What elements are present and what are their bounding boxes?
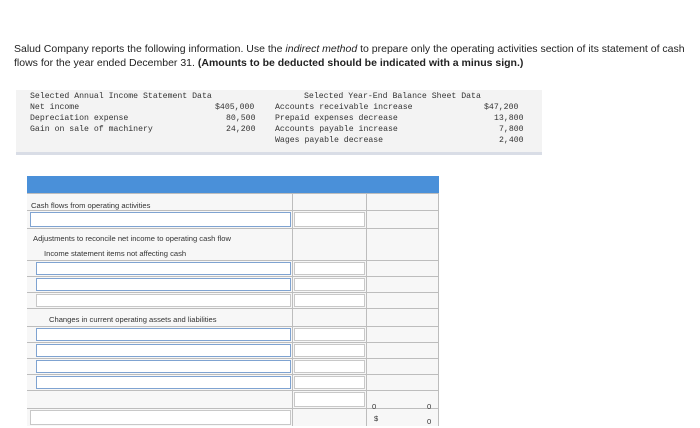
row-divider [27, 342, 439, 343]
change-item-label-input[interactable] [36, 376, 291, 389]
income-item-amount-input[interactable] [294, 294, 365, 307]
prompt-after: to prepare only the operating activities section of its statement of cash flows for the year ended December 31. [14, 43, 685, 69]
given-data-panel [16, 90, 542, 155]
row-divider [27, 210, 439, 211]
income-row-label: Gain on sale of machinery [30, 125, 153, 134]
total-adjustments-value: 0 [372, 402, 377, 411]
row-divider [27, 390, 439, 391]
row-divider [27, 308, 439, 309]
balance-row-label: Wages payable decrease [275, 136, 384, 145]
row-divider [27, 193, 439, 194]
change-item-label-input[interactable] [36, 344, 291, 357]
change-item-amount-input[interactable] [294, 328, 365, 341]
income-item-label-input[interactable] [36, 278, 291, 291]
net-income-label-input[interactable] [30, 212, 291, 227]
income-item-amount-input[interactable] [294, 278, 365, 291]
income-row-value: 80,500 [226, 114, 256, 123]
income-item-label-input[interactable] [36, 294, 291, 307]
total-adjustments-input[interactable] [294, 392, 365, 407]
row-divider [27, 228, 439, 229]
currency-symbol: $ [374, 414, 379, 423]
row-divider [27, 408, 439, 409]
balance-row-value: 2,400 [499, 136, 524, 145]
balance-row-label: Accounts payable increase [275, 125, 398, 134]
income-item-label-input[interactable] [36, 262, 291, 275]
net-cash-label-input[interactable] [30, 410, 291, 425]
balance-row-label: Prepaid expenses decrease [275, 114, 398, 123]
balance-row-value: 7,800 [499, 125, 524, 134]
income-row-value: $405,000 [215, 103, 255, 112]
prompt-intro: Salud Company reports the following information. Use the [14, 43, 286, 55]
row-divider [27, 326, 439, 327]
prompt-method: indirect method [285, 43, 358, 55]
row-divider [27, 374, 439, 375]
balance-data-title: Selected Year-End Balance Sheet Data [304, 92, 481, 101]
row-divider [27, 260, 439, 261]
change-item-label-input[interactable] [36, 328, 291, 341]
income-data-title: Selected Annual Income Statement Data [30, 92, 212, 101]
change-item-label-input[interactable] [36, 360, 291, 373]
change-item-amount-input[interactable] [294, 376, 365, 389]
row-divider [27, 358, 439, 359]
income-row-label: Depreciation expense [30, 114, 129, 123]
section-operating-label: Cash flows from operating activities [31, 201, 151, 210]
row-divider [27, 292, 439, 293]
changes-label: Changes in current operating assets and liabilities [49, 315, 217, 324]
balance-row-value: 13,800 [494, 114, 524, 123]
income-row-value: 24,200 [226, 125, 256, 134]
net-cash-total-value: 0 [427, 417, 432, 426]
income-items-label: Income statement items not affecting cash [44, 249, 187, 258]
adjustments-label: Adjustments to reconcile net income to operating cash flow [33, 234, 231, 243]
balance-row-label: Accounts receivable increase [275, 103, 413, 112]
prompt-note: (Amounts to be deducted should be indicated with a minus sign.) [197, 57, 524, 69]
question-prompt [14, 42, 689, 70]
net-income-amount-input[interactable] [294, 212, 365, 227]
row-divider [27, 276, 439, 277]
total-value: 0 [427, 402, 432, 411]
income-item-amount-input[interactable] [294, 262, 365, 275]
balance-row-value: $47,200 [484, 103, 519, 112]
income-row-label: Net income [30, 103, 80, 112]
change-item-amount-input[interactable] [294, 344, 365, 357]
cash-flow-worksheet [27, 176, 439, 426]
worksheet-header-bar [27, 176, 439, 193]
change-item-amount-input[interactable] [294, 360, 365, 373]
